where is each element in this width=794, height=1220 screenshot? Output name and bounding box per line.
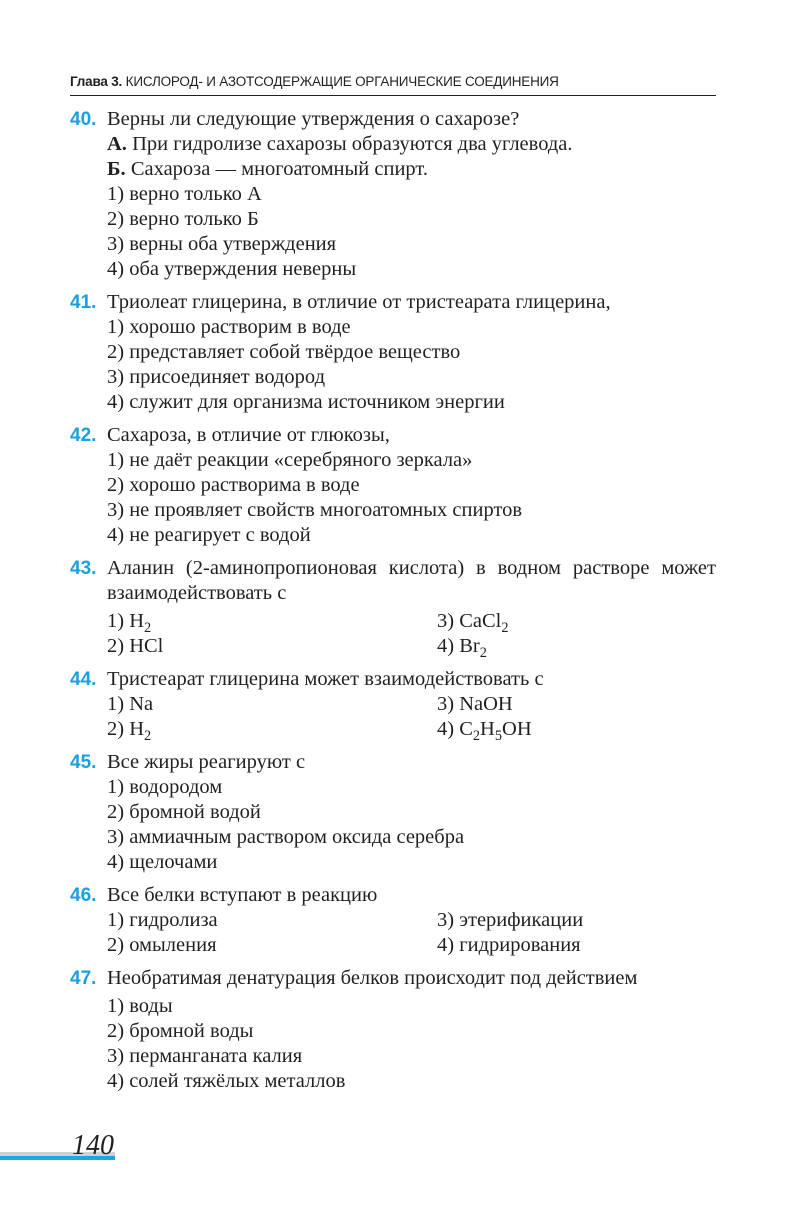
header-rule (70, 95, 716, 96)
option: 1) воды (107, 995, 173, 1017)
option: 4) солей тяжёлых металлов (107, 1070, 346, 1092)
running-header (70, 74, 716, 89)
question-number: 42. (70, 425, 97, 446)
question-number: 45. (70, 752, 97, 773)
option: 4) оба утверждения неверны (107, 258, 357, 280)
question-text: Тристеарат глицерина может взаимодействовать с (107, 668, 544, 690)
question-40 (70, 107, 716, 282)
option: 1) Na (107, 693, 154, 715)
option: 1) гидролиза (107, 909, 218, 931)
option-text: 3) CaCl (437, 610, 502, 632)
subscript: 5 (494, 728, 503, 745)
statement-label: Б. (107, 158, 126, 180)
statement-b (107, 157, 716, 182)
option: 2) омыления (107, 934, 217, 956)
subscript: 2 (144, 728, 152, 745)
option: 3) аммиачным раствором оксида серебра (107, 826, 465, 848)
option: 4) не реагирует с водой (107, 524, 311, 546)
option: 2) представляет собой твёрдое вещество (107, 341, 461, 363)
question-47 (70, 966, 716, 1094)
page-number: 140 (72, 1130, 114, 1161)
question-45 (70, 750, 716, 875)
question-number: 46. (70, 885, 97, 906)
question-number: 44. (70, 669, 97, 690)
statement-label: А. (107, 133, 127, 155)
question-number: 47. (70, 968, 97, 989)
option: 4) служит для организма источником энергии (107, 391, 505, 413)
option: 2) верно только Б (107, 208, 259, 230)
option: 3) присоединяет водород (107, 366, 326, 388)
option (437, 717, 716, 745)
statement-a (107, 132, 716, 157)
option-text: 1) H (107, 610, 145, 632)
option: 4) гидрирования (437, 934, 581, 956)
option: 1) не даёт реакции «серебряного зеркала» (107, 449, 473, 471)
option: 3) перманганата калия (107, 1045, 303, 1067)
question-number: 43. (70, 558, 97, 579)
question-number: 41. (70, 292, 97, 313)
question-text: Триолеат глицерина, в отличие от тристеарата глицерина, (107, 291, 611, 313)
question-text: Все жиры реагируют с (107, 751, 306, 773)
chapter-label: Глава 3. (70, 74, 123, 89)
option: 2) хорошо растворима в воде (107, 474, 360, 496)
option (437, 609, 716, 637)
question-number: 40. (70, 109, 97, 130)
option: 2) бромной воды (107, 1020, 254, 1042)
option: 1) верно только А (107, 183, 262, 205)
option: 3) этерификации (437, 909, 584, 931)
option: 2) бромной водой (107, 801, 261, 823)
option-text: 2) H (107, 718, 145, 740)
subscript: 2 (144, 620, 152, 637)
option: 3) не проявляет свойств многоатомных спиртов (107, 499, 523, 521)
subscript: 2 (472, 728, 481, 745)
option (107, 717, 437, 745)
option-text: H (480, 718, 495, 740)
question-text: Все белки вступают в реакцию (107, 884, 378, 906)
question-41 (70, 290, 716, 415)
option: 3) NaOH (437, 693, 513, 715)
subscript: 2 (479, 645, 487, 662)
option-text: OH (502, 718, 532, 740)
option-text: 4) Br (437, 635, 480, 657)
question-text: Сахароза, в отличие от глюкозы, (107, 424, 390, 446)
question-42 (70, 423, 716, 548)
statement-text: При гидролизе сахарозы образуются два углевода. (126, 133, 573, 155)
question-46 (70, 883, 716, 958)
option: 4) щелочами (107, 851, 218, 873)
option (107, 634, 437, 659)
option-text: 2) HCl (107, 635, 164, 657)
statement-text: Сахароза — многоатомный спирт. (125, 158, 428, 180)
option (107, 609, 437, 637)
questions (70, 107, 716, 1102)
option: 1) хорошо растворим в воде (107, 316, 351, 338)
chapter-title: КИСЛОРОД- И АЗОТСОДЕРЖАЩИЕ ОРГАНИЧЕСКИЕ СОЕДИНЕНИЯ (125, 74, 559, 89)
option-text: 4) C (437, 718, 473, 740)
question-44 (70, 667, 716, 745)
option: 3) верны оба утверждения (107, 233, 337, 255)
question-text: Верны ли следующие утверждения о сахарозе? (107, 108, 520, 130)
question-text: Необратимая денатурация белков происходит под действием (107, 967, 638, 989)
question-text: Аланин (2-аминопропионовая кислота) в водном растворе может взаимодействовать с (107, 557, 716, 604)
option (437, 634, 716, 662)
subscript: 2 (501, 620, 509, 637)
question-43 (70, 556, 716, 662)
option: 1) водородом (107, 776, 223, 798)
